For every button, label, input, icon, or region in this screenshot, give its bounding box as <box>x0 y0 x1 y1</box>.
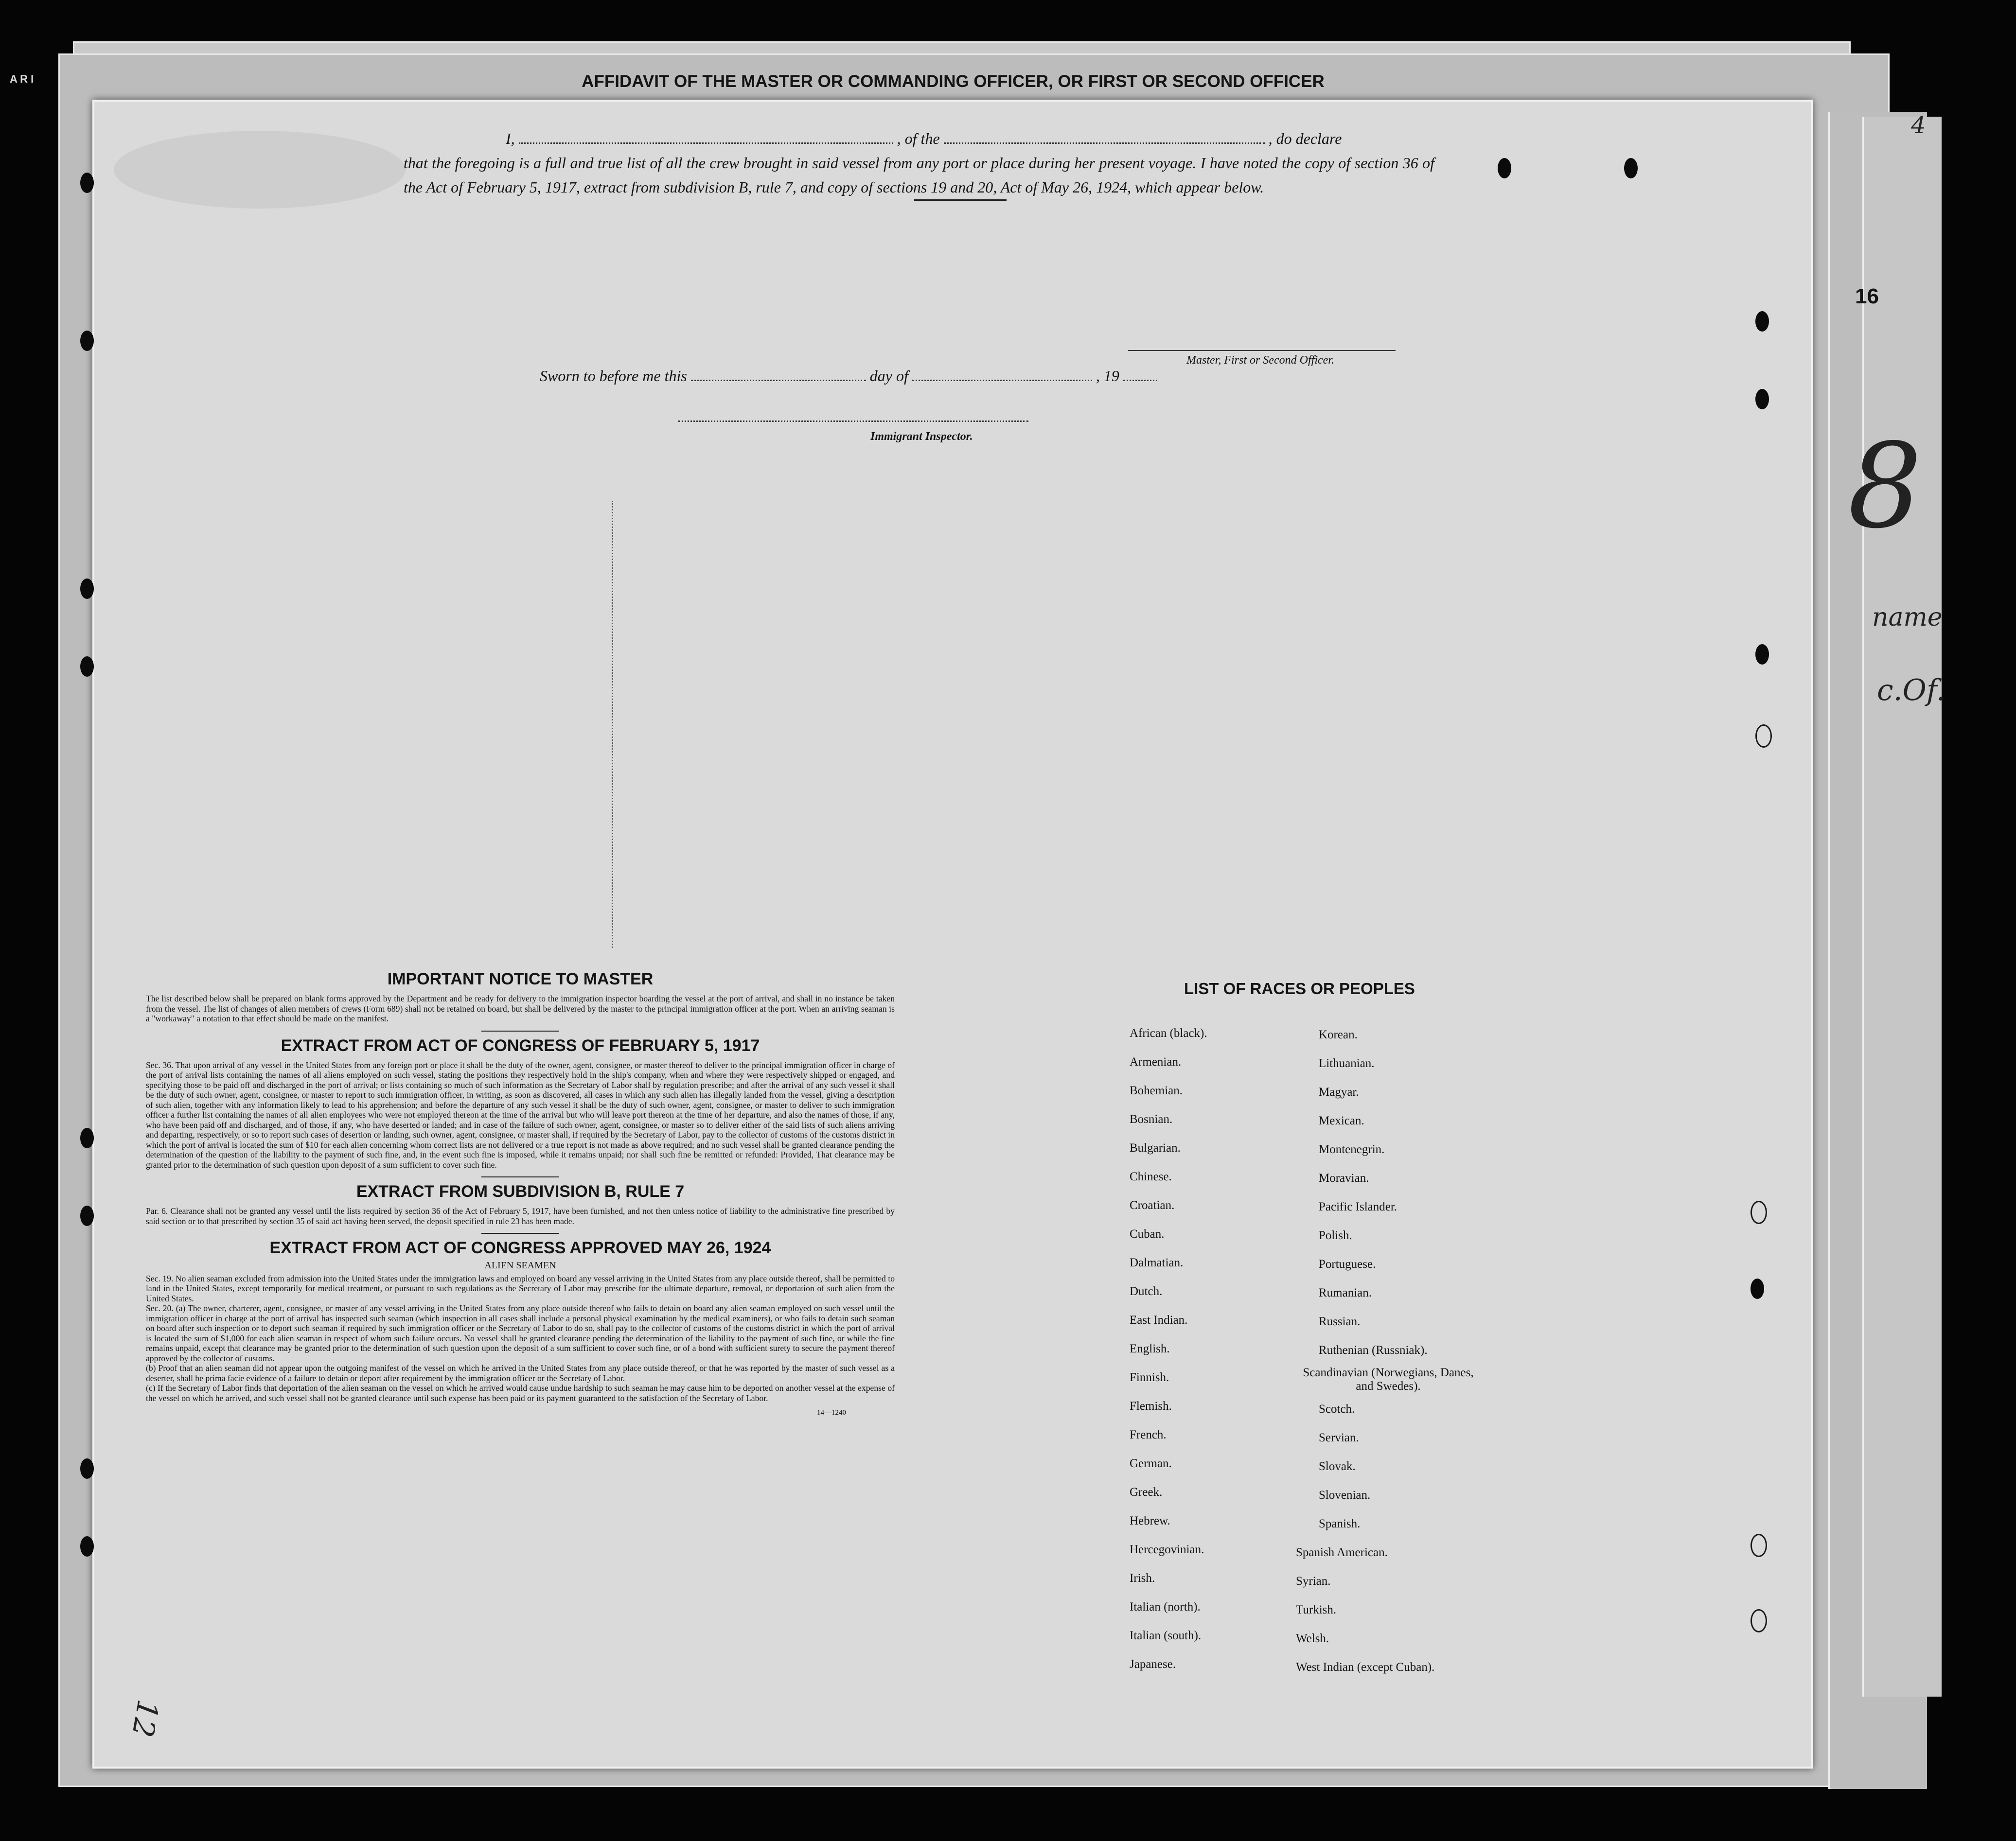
race-item: Pacific Islander. <box>1319 1200 1397 1213</box>
race-item: Montenegrin. <box>1319 1143 1385 1156</box>
punch-hole <box>1751 1609 1767 1632</box>
race-item: German. <box>1130 1457 1172 1470</box>
i-label: I, <box>506 130 515 147</box>
punch-hole <box>1751 1201 1767 1224</box>
race-item: East Indian. <box>1130 1314 1188 1327</box>
margin-number-16: 16 <box>1855 284 1879 308</box>
punch-hole <box>1755 389 1769 409</box>
master-signature-line[interactable] <box>1128 350 1396 351</box>
notice-divider <box>481 1031 559 1032</box>
punch-hole <box>80 1536 94 1557</box>
extract-rule7-divider <box>481 1233 559 1234</box>
sec20c-text: (c) If the Secretary of Labor finds that deportation of the alien seaman on the vessel on which he arrived would cause undue hardship to such seaman he may cause him to be deported on another vessel at the expense of the vessel on which he arrived, and such vessel shall not be granted clearance until such expense has been paid or its payment guaranteed to the satisfaction of the Secretary of Labor. <box>146 1383 895 1403</box>
race-item: French. <box>1130 1428 1167 1441</box>
form-number: 14—1240 <box>817 1409 846 1417</box>
master-signature-label: Master, First or Second Officer. <box>1186 354 1334 367</box>
punch-hole <box>1751 1534 1767 1557</box>
race-item: Polish. <box>1319 1229 1352 1242</box>
race-item: Japanese. <box>1130 1658 1176 1671</box>
race-item: Lithuanian. <box>1319 1057 1375 1070</box>
race-item: Irish. <box>1130 1572 1155 1585</box>
punch-hole <box>80 656 94 677</box>
race-item: Hebrew. <box>1130 1514 1170 1527</box>
sworn-day-field[interactable] <box>691 380 866 381</box>
sworn-label: Sworn to before me this <box>540 367 687 385</box>
race-item: Italian (north). <box>1130 1600 1201 1613</box>
sec20b-text: (b) Proof that an alien seaman did not appear upon the outgoing manifest of the vessel on which he arrived in the United States from any place outside thereof, or that he was reported by the master of such vessel as a deserter, shall be prima facie evidence of a failure to detain or deport after requirement by the immigration officer or the Secretary of Labor. <box>146 1363 895 1383</box>
punch-hole <box>80 579 94 599</box>
vessel-name-field[interactable] <box>944 142 1265 144</box>
races-title: LIST OF RACES OR PEOPLES <box>1184 980 1415 998</box>
race-item: Mexican. <box>1319 1114 1364 1127</box>
race-item: Cuban. <box>1130 1227 1165 1241</box>
sec19-text: Sec. 19. No alien seaman excluded from admission into the United States under the immigration laws and employed on board any vessel arriving in the United States from any place outside thereof, shall be permitted to land in the United States, except temporarily for medical treatment, or pursuant to such regulations as the Secretary of Labor may prescribe for the ultimate departure, removal, or deportation of such alien from the United States. <box>146 1273 895 1303</box>
race-item: Turkish. <box>1296 1603 1337 1616</box>
race-item: English. <box>1130 1342 1170 1355</box>
punch-hole <box>80 1206 94 1226</box>
race-item: Scotch. <box>1319 1403 1355 1416</box>
do-declare-label: , do declare <box>1268 130 1342 147</box>
race-item: Dalmatian. <box>1130 1256 1184 1269</box>
notice-title: IMPORTANT NOTICE TO MASTER <box>387 970 654 988</box>
center-dotted-divider <box>612 501 613 948</box>
race-item: Scandinavian (Norwegians, Danes, and Swedes). <box>1303 1366 1474 1393</box>
punch-hole <box>80 1128 94 1148</box>
sec20a-text: Sec. 20. (a) The owner, charterer, agent, consignee, or master of any vessel arriving in the United States from any place outside thereof who fails to detain on board any alien seaman employed on such vessel until the immigration officer in charge at the port of arrival has inspected such seaman (which inspection in all cases shall include a personal physical examination by the medical examiners), or who fails to detain such seaman on board after such inspection or to deport such seaman if required by such immigration officer or the Secretary of Labor to do so, shall pay to the collector of customs of the customs district in which the port of arrival is located the sum of $1,000 for each alien seaman in respect of whom such failure occurs. No vessel shall be granted clearance pending the determination of the liability to the payment of such fine, or while the fine remains unpaid, except that clearance may be granted prior to the determination of such question upon the deposit of a sum sufficient to cover such fine, or of a bond with sufficient surety to secure the payment thereof approved by the collector of customs. <box>146 1303 895 1363</box>
declaration-block <box>404 126 1434 199</box>
crew-list-form-sheet <box>92 100 1813 1769</box>
race-item: African (black). <box>1130 1027 1207 1040</box>
race-item: Chinese. <box>1130 1170 1172 1183</box>
race-item: Ruthenian (Russniak). <box>1319 1344 1428 1357</box>
race-item: Flemish. <box>1130 1400 1172 1413</box>
inspector-label: Immigrant Inspector. <box>870 430 973 443</box>
race-item: Moravian. <box>1319 1172 1369 1185</box>
affidavit-title: AFFIDAVIT OF THE MASTER OR COMMANDING OFFICER, OR FIRST OR SECOND OFFICER <box>582 72 1325 91</box>
top-left-margin-mark: A R I <box>10 73 34 85</box>
race-item: Welsh. <box>1296 1632 1329 1645</box>
notice-text: The list described below shall be prepared on blank forms approved by the Department and be ready for delivery to the immigration inspector boarding the vessel at the port of arrival, and shall in no instance be taken from the vessel. The list of changes of alien members of crews (Form 689) shall not be retained on board, but shall be delivered by the master to the principal immigration officer at the port. When an arriving seaman is a "workaway" a notation to that effect should be made on the manifest. <box>146 994 895 1023</box>
extract-1924-title: EXTRACT FROM ACT OF CONGRESS APPROVED MAY 26, 1924 <box>269 1239 771 1257</box>
right-edge-strip-2 <box>1862 117 1942 1697</box>
race-item: West Indian (except Cuban). <box>1296 1661 1435 1674</box>
race-item: Slovak. <box>1319 1460 1356 1473</box>
extract-1917-title: EXTRACT FROM ACT OF CONGRESS OF FEBRUARY 5, 1917 <box>281 1036 760 1055</box>
race-item: Syrian. <box>1296 1575 1331 1588</box>
legal-text-column <box>146 970 895 1418</box>
race-item: Bohemian. <box>1130 1084 1183 1097</box>
margin-handwritten-cof: c.Of. <box>1877 673 1946 707</box>
of-the-label: , of the <box>897 130 940 147</box>
punch-hole <box>1755 644 1769 665</box>
margin-handwritten-top: 4 <box>1911 112 1926 139</box>
race-item: Armenian. <box>1130 1055 1182 1069</box>
race-item: Croatian. <box>1130 1199 1175 1212</box>
margin-handwritten-name: name <box>1872 603 1943 632</box>
sworn-year-field[interactable] <box>1123 380 1157 381</box>
race-item: Magyar. <box>1319 1086 1359 1099</box>
race-item: Italian (south). <box>1130 1629 1202 1642</box>
punch-hole <box>80 331 94 351</box>
race-item: Rumanian. <box>1319 1286 1372 1299</box>
officer-name-field[interactable] <box>519 142 893 144</box>
day-of-label: day of <box>869 367 908 385</box>
margin-handwritten-8: 8 <box>1848 418 1922 554</box>
extract-rule7-text: Par. 6. Clearance shall not be granted any vessel until the lists required by section 36 of the Act of February 5, 1917, have been furnished, and not then unless notice of liability to the administrative fine prescribed by said section or to that prescribed by section 35 of said act having been served, the deposit specified in rule 23 has been made. <box>146 1206 895 1226</box>
declaration-text: that the foregoing is a full and true list of all the crew brought in said vessel from any port or place during her present voyage. I have noted the copy of section 36 of the Act of February 5, 1917, extract from subdivision B, rule 7, and copy of sections 19 and 20, Act of May 26, 1924, which appear below. <box>404 154 1434 196</box>
race-item: Bosnian. <box>1130 1113 1173 1126</box>
sworn-month-field[interactable] <box>912 380 1092 381</box>
sworn-line <box>540 367 1157 385</box>
punch-hole <box>80 1458 94 1479</box>
race-item: Servian. <box>1319 1431 1359 1444</box>
punch-hole <box>1624 158 1638 178</box>
race-item: Russian. <box>1319 1315 1361 1328</box>
punch-hole <box>80 173 94 193</box>
race-item: Greek. <box>1130 1486 1163 1499</box>
alien-seamen-subtitle: ALIEN SEAMEN <box>484 1260 556 1271</box>
extract-1917-divider <box>481 1176 559 1177</box>
punch-hole <box>1751 1279 1764 1299</box>
race-item: Portuguese. <box>1319 1258 1376 1271</box>
declaration-first-line <box>404 126 1434 151</box>
extract-rule7-title: EXTRACT FROM SUBDIVISION B, RULE 7 <box>356 1182 685 1201</box>
race-item: Spanish American. <box>1296 1546 1388 1559</box>
title-underline <box>914 199 1007 201</box>
race-item: Korean. <box>1319 1028 1358 1041</box>
inspector-signature-line[interactable] <box>678 421 1028 422</box>
race-item: Hercegovinian. <box>1130 1543 1204 1556</box>
margin-handwritten-bottom: 12 <box>125 1697 165 1740</box>
extract-1917-text: Sec. 36. That upon arrival of any vessel in the United States from any foreign port or place it shall be the duty of the owner, agent, consignee, or master thereof to deliver to the principal immigration officer in charge of the port of arrival lists containing the names of all aliens employed on such vessel, stating the positions they respectively hold in the ship's company, when and where they were respectively shipped or engaged, and specifying those to be paid off and discharged in the port of arrival; or lists containing so much of such information as the Secretary of Labor shall by regulation prescribe; and after the arrival of any such vessel it shall be the duty of such owner, agent, consignee, or master to report to such immigration officer, in writing, as soon as discovered, all cases in which any such alien has illegally landed from the vessel, giving a description of such alien, together with any information likely to lead to his apprehension; and before the departure of any such vessel it shall be the duty of such owner, agent, consignee, or master to deliver to such immigration officer a further list containing the names of all alien employees who were not employed thereon at the time of the arrival but who will leave port thereon at the time of her departure, and also the names of those, if any, who have been paid off and discharged, and of those, if any, who have deserted or landed; and in case of the failure of such owner, agent, consignee, or master so to deliver either of the said lists of such aliens arriving and departing, respectively, or so to report such cases of desertion or landing, such owner, agent, consignee, or master shall, if required by the Secretary of Labor, pay to the collector of customs of the customs district in which the port of arrival is located the sum of $10 for each alien concerning whom correct lists are not delivered or a true report is not made as above required; and no such vessel shall be granted clearance pending the determination of the question of the liability to the payment of such fine, and, in the event such fine is imposed, while it remains unpaid; nor shall such fine be remitted or refunded: Provided, That clearance may be granted prior to the determination of such question upon deposit of a sum sufficient to cover such fine. <box>146 1060 895 1170</box>
punch-hole <box>1498 158 1511 178</box>
race-item: Spanish. <box>1319 1517 1361 1530</box>
race-item: Slovenian. <box>1319 1489 1371 1502</box>
punch-hole <box>1755 311 1769 332</box>
race-item: Bulgarian. <box>1130 1141 1181 1155</box>
race-item: Finnish. <box>1130 1371 1169 1384</box>
race-item: Dutch. <box>1130 1285 1163 1298</box>
faded-stamp <box>114 131 406 209</box>
year-label: , 19 <box>1096 367 1119 385</box>
punch-hole <box>1755 724 1772 748</box>
